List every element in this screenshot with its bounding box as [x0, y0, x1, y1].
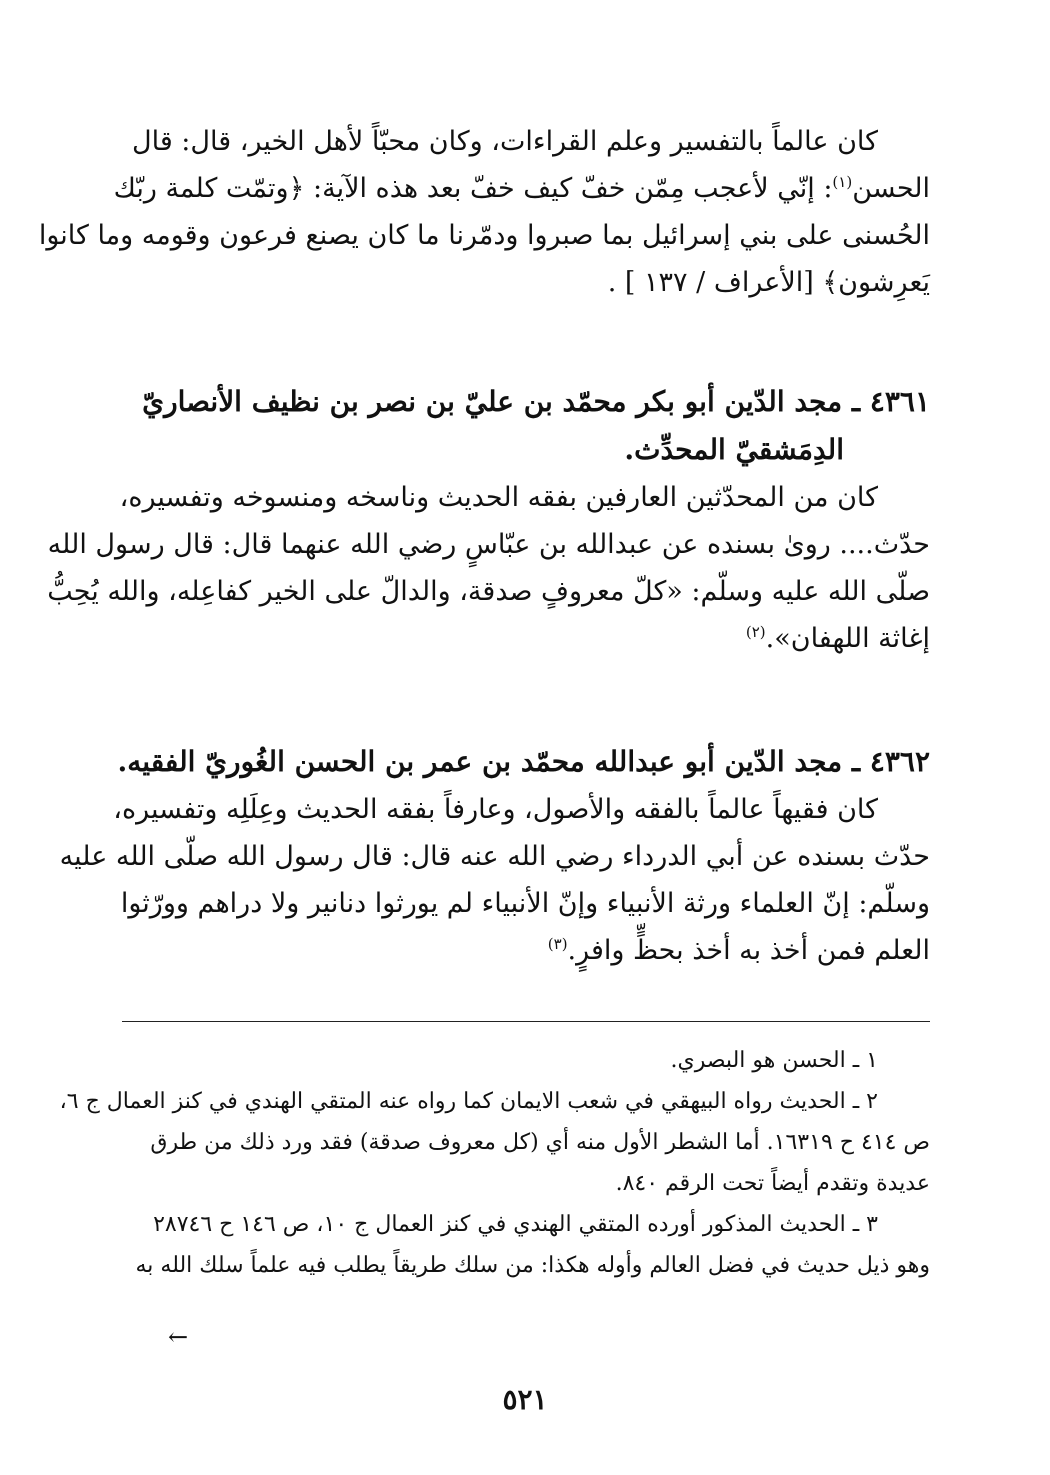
text-line: كان عالماً بالتفسير وعلم القراءات، وكان محبّاً لأهل الخير، قال: قال	[131, 126, 878, 157]
footnotes	[59, 1040, 930, 1286]
text-fragment: العلم فمن أخذ به أخذ بحظٍّ وافرٍ.	[567, 935, 930, 966]
footnote-3-continued: وهو ذيل حديث في فضل العالم وأوله هكذا: من سلك طريقاً يطلب فيه علماً سلك الله به	[135, 1253, 930, 1278]
text-line	[113, 165, 930, 212]
entry-heading: ٤٣٦٢ ـ مجد الدّين أبو عبدالله محمّد بن عمر بن الحسن الغُوريّ الفقيه.	[117, 745, 930, 778]
text-fragment: .	[765, 623, 775, 654]
text-line: حدّث.... روىٰ بسنده عن عبدالله بن عبّاسٍ رضي الله عنهما قال: قال رسول الله	[47, 529, 930, 560]
text-line	[122, 927, 930, 974]
footnote-3: ٣ ـ الحديث المذكور أورده المتقي الهندي في كنز العمال ج ١٠، ص ١٤٦ ح ٢٨٧٤٦	[153, 1212, 878, 1237]
footnote-1: ١ ـ الحسن هو البصري.	[670, 1048, 878, 1073]
entry-4362	[59, 738, 930, 974]
continued-arrow-icon: ←	[168, 1323, 189, 1351]
footnote-ref-3[interactable]: (٣)	[547, 935, 568, 953]
text-line: وسلّم: إنّ العلماء ورثة الأنبياء وإنّ الأنبياء لم يورثوا دنانير ولا دراهم وورّثوا	[120, 888, 930, 919]
entry-4361	[47, 378, 930, 662]
text-line: صلّى الله عليه وسلّم: «كلّ معروفٍ صدقة، والدالّ على الخير كفاعِله، والله يُحِبُّ	[47, 576, 930, 607]
intro-paragraph	[38, 118, 930, 306]
entry-heading-continued: الدِمَشقيّ المحدِّث.	[624, 433, 844, 466]
footnote-ref-2[interactable]: (٢)	[745, 623, 766, 641]
text-fragment: إغاثة اللهفان»	[774, 623, 930, 654]
entry-heading: ٤٣٦١ ـ مجد الدّين أبو بكر محمّد بن عليّ بن نصر بن نظيف الأنصاريّ	[142, 385, 930, 418]
footnote-2-continued: ص ٤١٤ ح ١٦٣١٩. أما الشطر الأول منه أي (كل معروف صدقة) فقد ورد ذلك من طرق	[150, 1130, 930, 1155]
text-fragment: : إنّي لأعجب مِمّن خفّ كيف خفّ بعد هذه الآية: ﴿وتمّت كلمة ربّك	[113, 173, 833, 204]
text-fragment: الحسن	[852, 173, 930, 204]
footnote-2: ٢ ـ الحديث رواه البيهقي في شعب الايمان كما رواه عنه المتقي الهندي في كنز العمال ج ٦،	[59, 1089, 878, 1114]
text-line: حدّث بسنده عن أبي الدرداء رضي الله عنه قال: قال رسول الله صلّى الله عليه	[59, 841, 930, 872]
footnote-ref-1[interactable]: (١)	[832, 173, 853, 191]
footnote-separator	[122, 1021, 930, 1022]
footnote-2-continued: عديدة وتقدم أيضاً تحت الرقم ٨٤٠.	[615, 1171, 930, 1196]
text-line	[122, 615, 930, 662]
text-line: كان من المحدّثين العارفين بفقه الحديث وناسخه ومنسوخه وتفسيره،	[119, 482, 878, 513]
quran-verse-line: الحُسنى على بني إسرائيل بما صبروا ودمّرنا ما كان يصنع فرعون وقومه وما كانوا	[38, 220, 930, 251]
page-number: ٥٢١	[502, 1383, 548, 1416]
text-line: كان فقيهاً عالماً بالفقه والأصول، وعارفاً بفقه الحديث وعِلَلِه وتفسيره،	[113, 794, 878, 825]
text-line: يَعرِشون﴾ [الأعراف / ١٣٧ ] .	[607, 267, 930, 298]
